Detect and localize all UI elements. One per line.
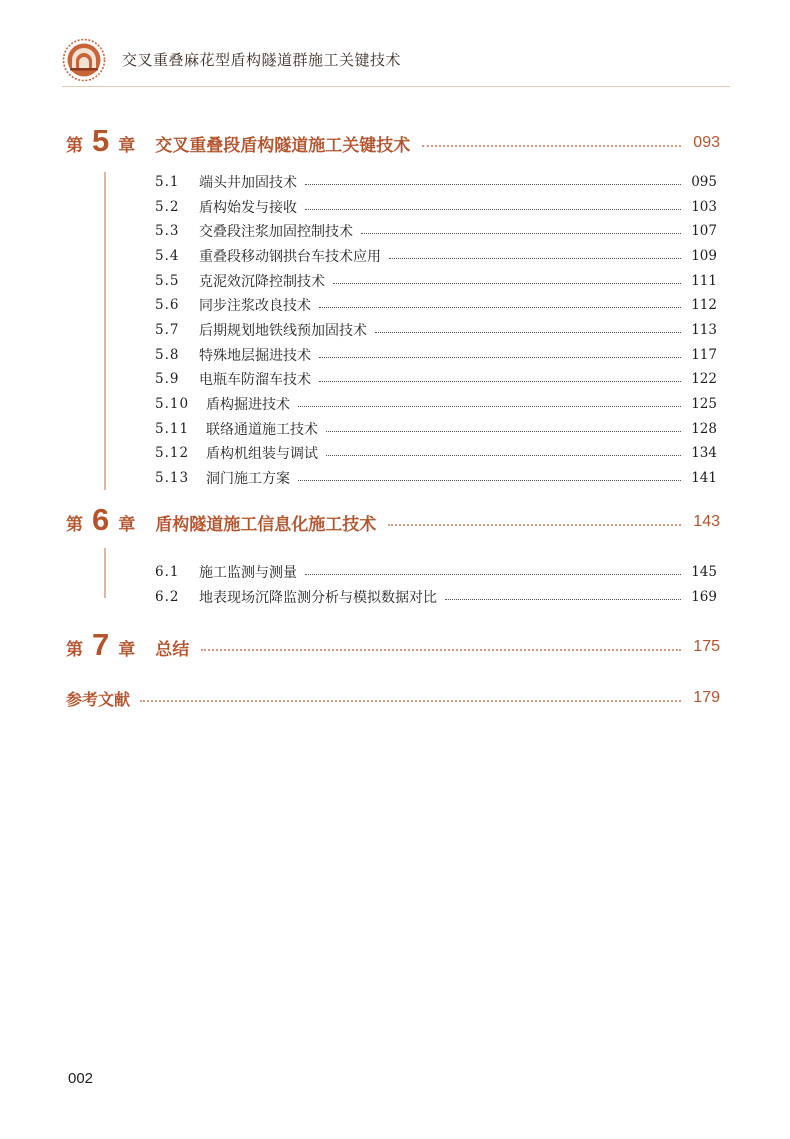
section-list-bar [104,172,106,490]
section-number: 6.2 [155,589,180,605]
toc-section-entry[interactable] [155,195,717,219]
section-page: 112 [691,297,717,313]
chapter-number: 6 [92,502,110,537]
section-title: 重叠段移动钢拱台车技术应用 [199,249,381,265]
dot-leader [422,145,681,147]
toc-section-entry[interactable] [155,318,717,342]
section-title: 同步注浆改良技术 [199,298,311,314]
dot-leader [319,357,681,358]
chapter-title: 盾构隧道施工信息化施工技术 [155,514,377,535]
section-title: 端头井加固技术 [199,175,297,191]
dot-leader [305,184,681,185]
toc-section-entry[interactable] [155,219,717,243]
section-number: 5.11 [155,421,190,437]
chapter-prefix: 第 [66,639,83,660]
dot-leader [326,431,681,432]
dot-leader [389,258,681,259]
chapter-page: 143 [693,513,720,530]
section-page: 145 [691,564,717,580]
chapter-suffix: 章 [118,639,136,660]
section-page: 125 [691,396,717,412]
dot-leader [445,599,681,600]
dot-leader [333,283,681,284]
references-page: 179 [693,689,720,706]
section-number: 5.7 [155,322,180,338]
toc-section-entry[interactable] [155,585,717,609]
header-divider [62,86,730,87]
section-title: 电瓶车防溜车技术 [199,372,311,388]
section-title: 后期规划地铁线预加固技术 [199,323,367,339]
section-title: 特殊地层掘进技术 [199,348,311,364]
toc-section-entry[interactable] [155,466,717,490]
toc-section-entry[interactable] [155,417,717,441]
dot-leader [201,649,681,651]
chapter-5-entry[interactable] [66,123,720,163]
section-number: 5.13 [155,470,190,486]
section-page: 117 [691,347,717,363]
toc-section-entry[interactable] [155,441,717,465]
section-title: 地表现场沉降监测分析与模拟数据对比 [199,590,437,606]
dot-leader [298,480,681,481]
section-title: 盾构掘进技术 [206,397,290,413]
dot-leader [326,455,681,456]
section-page: 107 [691,223,717,239]
dot-leader [375,332,681,333]
section-list-bar [104,548,106,598]
chapter-suffix: 章 [118,514,136,535]
chapter-prefix: 第 [66,135,83,156]
toc-section-entry[interactable] [155,293,717,317]
chapter-number: 5 [92,123,110,158]
toc-section-entry[interactable] [155,367,717,391]
chapter-number: 7 [92,627,110,662]
dot-leader [319,307,681,308]
section-number: 5.5 [155,273,180,289]
toc-section-entry[interactable] [155,392,717,416]
book-title: 交叉重叠麻花型盾构隧道群施工关键技术 [122,51,402,69]
toc-section-entry[interactable] [155,560,717,584]
references-title: 参考文献 [66,689,131,709]
section-page: 134 [691,445,717,461]
section-title: 施工监测与测量 [199,565,297,581]
chapter-title: 总结 [155,639,190,660]
section-number: 5.9 [155,371,180,387]
section-page: 103 [691,199,717,215]
section-page: 109 [691,248,717,264]
dot-leader [305,209,681,210]
chapter-6-entry[interactable] [66,502,720,542]
chapter-page: 093 [693,134,720,151]
references-entry[interactable] [66,686,720,710]
toc-section-entry[interactable] [155,343,717,367]
section-number: 5.8 [155,347,180,363]
section-number: 5.12 [155,445,190,461]
section-number: 5.4 [155,248,180,264]
toc-section-entry[interactable] [155,170,717,194]
chapter-suffix: 章 [118,135,136,156]
chapter-page: 175 [693,638,720,655]
tunnel-emblem-icon [62,38,106,82]
section-title: 盾构机组装与调试 [206,446,318,462]
section-number: 5.6 [155,297,180,313]
dot-leader [298,406,681,407]
section-number: 5.2 [155,199,180,215]
dot-leader [305,574,681,575]
chapter-title: 交叉重叠段盾构隧道施工关键技术 [155,135,411,156]
section-number: 6.1 [155,564,180,580]
toc-section-entry[interactable] [155,269,717,293]
page-number: 002 [68,1070,94,1087]
dot-leader [319,381,681,382]
section-title: 克泥效沉降控制技术 [199,274,325,290]
section-title: 交叠段注浆加固控制技术 [199,224,353,240]
section-number: 5.10 [155,396,190,412]
section-page: 095 [691,174,717,190]
chapter-7-entry[interactable] [66,627,720,667]
dot-leader [388,524,681,526]
dot-leader [140,700,681,702]
section-page: 141 [691,470,717,486]
section-title: 洞门施工方案 [206,471,290,487]
section-page: 111 [691,273,717,289]
section-number: 5.1 [155,174,180,190]
chapter-prefix: 第 [66,514,83,535]
section-title: 盾构始发与接收 [199,200,297,216]
section-page: 113 [691,322,717,338]
section-title: 联络通道施工技术 [206,422,318,438]
section-page: 169 [691,589,717,605]
dot-leader [361,233,681,234]
section-number: 5.3 [155,223,180,239]
toc-section-entry[interactable] [155,244,717,268]
section-page: 122 [691,371,717,387]
section-page: 128 [691,421,717,437]
